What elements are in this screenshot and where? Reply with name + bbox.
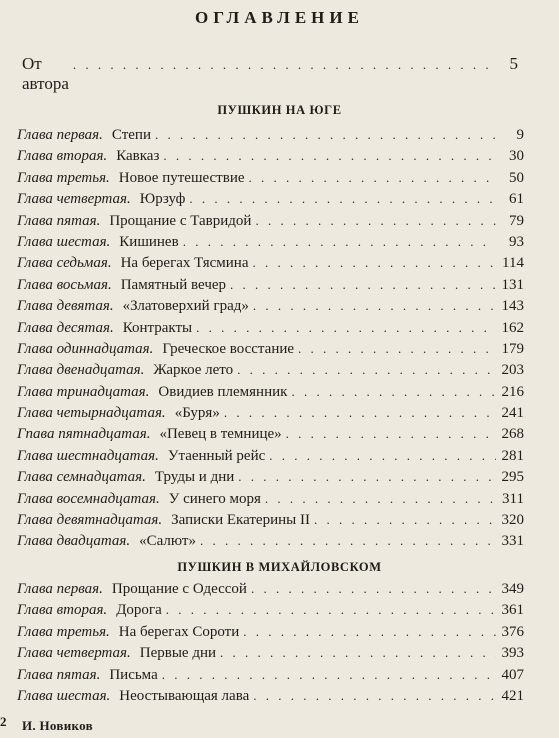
chapter-title: Прощание с Одессой bbox=[111, 581, 247, 597]
chapter-title: Неостывающая лава bbox=[119, 687, 250, 704]
footer-page-number: 2 bbox=[0, 714, 7, 729]
chapter-label: Глава седьмая. bbox=[17, 255, 112, 272]
chapter-title: Юрзуф bbox=[139, 191, 186, 208]
leader-dots bbox=[253, 688, 496, 704]
preface-label: От автора bbox=[22, 54, 69, 93]
chapter-title: Степи bbox=[111, 127, 151, 143]
page-number: 50 bbox=[509, 169, 524, 186]
chapter-title: Труды и дни bbox=[154, 469, 235, 486]
toc-entry bbox=[17, 362, 524, 383]
chapter-label: Глава пятая. bbox=[17, 212, 101, 229]
chapter-title: Новое путешествие bbox=[118, 169, 245, 186]
chapter-title: Прощание с Тавридой bbox=[109, 212, 252, 229]
toc-list-mikhailovskoe bbox=[17, 581, 524, 709]
leader-dots bbox=[163, 148, 496, 164]
chapter-title: Кавказ bbox=[116, 148, 160, 165]
page-number: 79 bbox=[509, 212, 524, 229]
toc-entry bbox=[17, 341, 524, 362]
chapter-label: Гпава пятнадцатая. bbox=[17, 426, 151, 443]
page-number: 30 bbox=[509, 148, 524, 165]
chapter-title: Греческое восстание bbox=[162, 340, 295, 357]
chapter-title: На берегах Тясмина bbox=[120, 255, 249, 272]
chapter-title: «Певец в темнице» bbox=[159, 426, 282, 443]
chapter-title: Овидиев племянник bbox=[158, 383, 288, 400]
leader-dots bbox=[298, 341, 496, 357]
leader-dots bbox=[183, 234, 496, 250]
toc-entry bbox=[17, 213, 524, 234]
page-number: 179 bbox=[501, 340, 524, 357]
chapter-title: «Златоверхий град» bbox=[122, 298, 249, 315]
toc-entry bbox=[17, 234, 524, 255]
chapter-label: Глава первая. bbox=[17, 581, 103, 597]
leader-dots bbox=[255, 213, 496, 229]
chapter-label: Глава тринадцатая. bbox=[17, 383, 150, 400]
page-number: 393 bbox=[501, 645, 524, 662]
section-title-south: ПУШКИН НА ЮГЕ bbox=[217, 103, 342, 117]
page-number: 93 bbox=[509, 233, 524, 250]
page-number: 421 bbox=[501, 687, 524, 704]
page-number: 241 bbox=[501, 405, 524, 422]
leader-dots bbox=[251, 581, 496, 597]
chapter-label: Глава восемнадцатая. bbox=[17, 490, 160, 507]
chapter-label: Глава третья. bbox=[17, 169, 110, 186]
toc-entry bbox=[17, 602, 524, 623]
chapter-label: Глава четвертая. bbox=[17, 191, 131, 208]
toc-entry bbox=[17, 127, 524, 148]
chapter-title: Кишинев bbox=[119, 233, 179, 250]
chapter-label: Глава десятая. bbox=[17, 319, 114, 336]
page-number: 311 bbox=[502, 490, 524, 507]
toc-entry bbox=[17, 624, 524, 645]
leader-dots bbox=[189, 191, 496, 207]
preface-entry bbox=[22, 54, 518, 94]
toc-entry bbox=[17, 170, 524, 191]
leader-dots bbox=[155, 127, 496, 143]
chapter-title: Памятный вечер bbox=[120, 276, 227, 293]
preface-page-number: 5 bbox=[509, 54, 518, 73]
chapter-label: Глава вторая. bbox=[17, 602, 108, 619]
leader-dots bbox=[265, 491, 496, 507]
toc-entry bbox=[17, 667, 524, 688]
toc-entry bbox=[17, 255, 524, 276]
page-number: 131 bbox=[501, 276, 524, 293]
toc-entry bbox=[17, 277, 524, 298]
page-number: 143 bbox=[501, 298, 524, 315]
toc-entry bbox=[17, 533, 524, 554]
page-number: 9 bbox=[516, 127, 524, 143]
chapter-label: Глава двенадцатая. bbox=[17, 362, 145, 379]
leader-dots bbox=[249, 170, 496, 186]
chapter-label: Глава шестая. bbox=[17, 233, 111, 250]
chapter-title: Утаенный рейс bbox=[167, 447, 266, 464]
toc-entry bbox=[17, 512, 524, 533]
leader-dots bbox=[238, 469, 496, 485]
toc-entry bbox=[17, 191, 524, 212]
chapter-title: Записки Екатерины II bbox=[171, 512, 310, 529]
toc-list-south bbox=[17, 127, 524, 555]
leader-dots bbox=[291, 384, 496, 400]
toc-entry bbox=[17, 469, 524, 490]
leader-dots bbox=[73, 57, 490, 73]
chapter-title: «Буря» bbox=[174, 405, 220, 422]
toc-entry bbox=[17, 491, 524, 512]
page-title: ОГЛАВЛЕНИЕ bbox=[195, 8, 364, 27]
page-number: 114 bbox=[502, 255, 524, 272]
chapter-label: Глава пятая. bbox=[17, 666, 101, 683]
toc-entry bbox=[17, 148, 524, 169]
chapter-label: Глава девятнадцатая. bbox=[17, 512, 163, 529]
leader-dots bbox=[314, 512, 496, 528]
chapter-title: У синего моря bbox=[168, 490, 261, 507]
page-number: 203 bbox=[501, 362, 524, 379]
leader-dots bbox=[237, 362, 496, 378]
toc-entry bbox=[17, 688, 524, 709]
leader-dots bbox=[220, 645, 496, 661]
chapter-label: Глава первая. bbox=[17, 127, 103, 143]
leader-dots bbox=[224, 405, 496, 421]
chapter-label: Глава шестнадцатая. bbox=[17, 447, 159, 464]
section-title-mikhailovskoe: ПУШКИН В МИХАЙЛОВСКОМ bbox=[177, 560, 382, 574]
chapter-label: Глава вторая. bbox=[17, 148, 108, 165]
chapter-title: Первые дни bbox=[139, 645, 217, 662]
toc-entry bbox=[17, 298, 524, 319]
page-number: 268 bbox=[501, 426, 524, 443]
chapter-title: «Салют» bbox=[139, 533, 196, 550]
chapter-label: Глава четырнадцатая. bbox=[17, 405, 166, 422]
chapter-label: Глава четвертая. bbox=[17, 645, 131, 662]
page-number: 407 bbox=[501, 666, 524, 683]
leader-dots bbox=[166, 602, 496, 618]
chapter-label: Глава семнадцатая. bbox=[17, 469, 146, 486]
toc-entry bbox=[17, 384, 524, 405]
toc-entry bbox=[17, 448, 524, 469]
page-number: 376 bbox=[501, 623, 524, 640]
leader-dots bbox=[253, 298, 496, 314]
leader-dots bbox=[230, 277, 496, 293]
leader-dots bbox=[196, 320, 496, 336]
chapter-label: Глава девятая. bbox=[17, 298, 114, 315]
chapter-label: Глава шестая. bbox=[17, 687, 111, 704]
chapter-title: На берегах Сороти bbox=[118, 623, 240, 640]
toc-entry bbox=[17, 581, 524, 602]
chapter-title: Письма bbox=[109, 666, 158, 683]
page-footer bbox=[0, 714, 93, 734]
page-number: 331 bbox=[501, 533, 524, 550]
toc-entry bbox=[17, 405, 524, 426]
chapter-label: Глава восьмая. bbox=[17, 276, 112, 293]
toc-entry bbox=[17, 645, 524, 666]
page-number: 320 bbox=[501, 512, 524, 529]
leader-dots bbox=[252, 255, 496, 271]
toc-entry bbox=[17, 320, 524, 341]
leader-dots bbox=[200, 533, 496, 549]
toc-entry bbox=[17, 426, 524, 447]
chapter-label: Глава двадцатая. bbox=[17, 533, 131, 550]
page-number: 162 bbox=[501, 319, 524, 336]
page-number: 349 bbox=[501, 581, 524, 597]
leader-dots bbox=[162, 667, 496, 683]
leader-dots bbox=[243, 624, 496, 640]
footer-author: И. Новиков bbox=[22, 718, 93, 733]
leader-dots bbox=[269, 448, 496, 464]
chapter-title: Контракты bbox=[122, 319, 193, 336]
chapter-title: Дорога bbox=[116, 602, 162, 619]
chapter-label: Глава третья. bbox=[17, 623, 110, 640]
chapter-title: Жаркое лето bbox=[153, 362, 234, 379]
page-number: 61 bbox=[509, 191, 524, 208]
page-number: 216 bbox=[501, 383, 524, 400]
chapter-label: Глава одиннадцатая. bbox=[17, 340, 154, 357]
page-number: 281 bbox=[501, 447, 524, 464]
page-number: 295 bbox=[501, 469, 524, 486]
leader-dots bbox=[286, 426, 496, 442]
page-number: 361 bbox=[501, 602, 524, 619]
